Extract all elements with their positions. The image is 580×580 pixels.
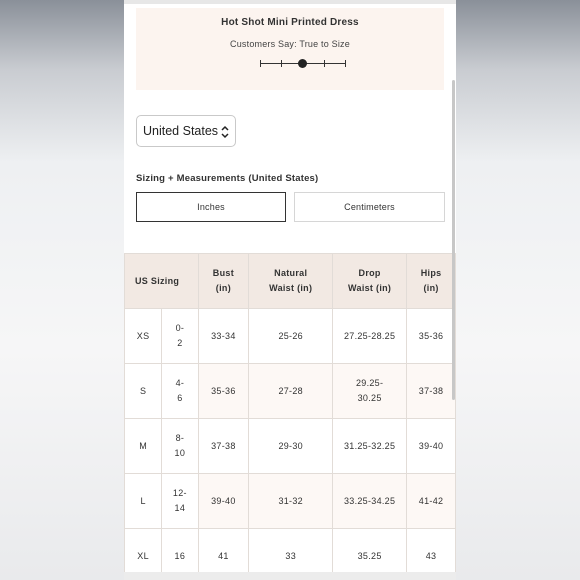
table-row <box>125 419 456 474</box>
fit-scale-marker <box>298 59 307 68</box>
fit-scale-tick <box>345 60 346 67</box>
size-chart-table <box>124 253 456 580</box>
fit-scale <box>260 58 346 68</box>
hips-value: 37-38 <box>407 364 456 419</box>
hips-value: 41-42 <box>407 474 456 529</box>
natural-waist-value: 31-32 <box>249 474 333 529</box>
size-number: 0- 2 <box>162 309 198 364</box>
country-select-value: United States <box>143 124 219 138</box>
size-label: L <box>125 474 162 529</box>
natural-waist-value: 33 <box>249 529 333 580</box>
drop-waist-value: 29.25- 30.25 <box>333 364 407 419</box>
natural-waist-value: 27-28 <box>249 364 333 419</box>
table-header-row <box>125 254 456 309</box>
table-row <box>125 474 456 529</box>
size-number: 8- 10 <box>162 419 198 474</box>
table-row <box>125 364 456 419</box>
hips-value: 35-36 <box>407 309 456 364</box>
fit-scale-tick <box>260 60 261 67</box>
hips-value: 43 <box>407 529 456 580</box>
bust-value: 33-34 <box>198 309 249 364</box>
fit-scale-tick <box>281 60 282 67</box>
bottom-edge <box>124 572 456 580</box>
size-label: M <box>125 419 162 474</box>
fit-rating-text: Customers Say: True to Size <box>230 39 350 49</box>
natural-waist-value: 29-30 <box>249 419 333 474</box>
header-drop-waist: Drop Waist (in) <box>333 254 407 309</box>
inches-button[interactable]: Inches <box>136 192 286 222</box>
bust-value: 35-36 <box>198 364 249 419</box>
drop-waist-value: 31.25-32.25 <box>333 419 407 474</box>
scrollbar[interactable] <box>452 80 455 400</box>
sizing-heading: Sizing + Measurements (United States) <box>136 173 319 184</box>
size-number: 16 <box>162 529 198 580</box>
drop-waist-value: 33.25-34.25 <box>333 474 407 529</box>
natural-waist-value: 25-26 <box>249 309 333 364</box>
bust-value: 41 <box>198 529 249 580</box>
bust-value: 39-40 <box>198 474 249 529</box>
drop-waist-value: 35.25 <box>333 529 407 580</box>
chevron-updown-icon <box>220 125 230 139</box>
size-label: XL <box>125 529 162 580</box>
top-divider <box>124 0 456 4</box>
fit-scale-tick <box>324 60 325 67</box>
country-select[interactable] <box>136 115 236 147</box>
header-hips: Hips (in) <box>407 254 456 309</box>
fit-card <box>136 8 444 90</box>
centimeters-button[interactable]: Centimeters <box>294 192 445 222</box>
hips-value: 39-40 <box>407 419 456 474</box>
bust-value: 37-38 <box>198 419 249 474</box>
product-title: Hot Shot Mini Printed Dress <box>221 17 359 28</box>
size-label: XS <box>125 309 162 364</box>
table-row <box>125 309 456 364</box>
size-number: 12- 14 <box>162 474 198 529</box>
header-bust: Bust (in) <box>198 254 249 309</box>
size-guide-panel <box>124 0 456 580</box>
size-label: S <box>125 364 162 419</box>
size-number: 4- 6 <box>162 364 198 419</box>
drop-waist-value: 27.25-28.25 <box>333 309 407 364</box>
header-natural-waist: Natural Waist (in) <box>249 254 333 309</box>
header-us-sizing: US Sizing <box>125 254 199 309</box>
